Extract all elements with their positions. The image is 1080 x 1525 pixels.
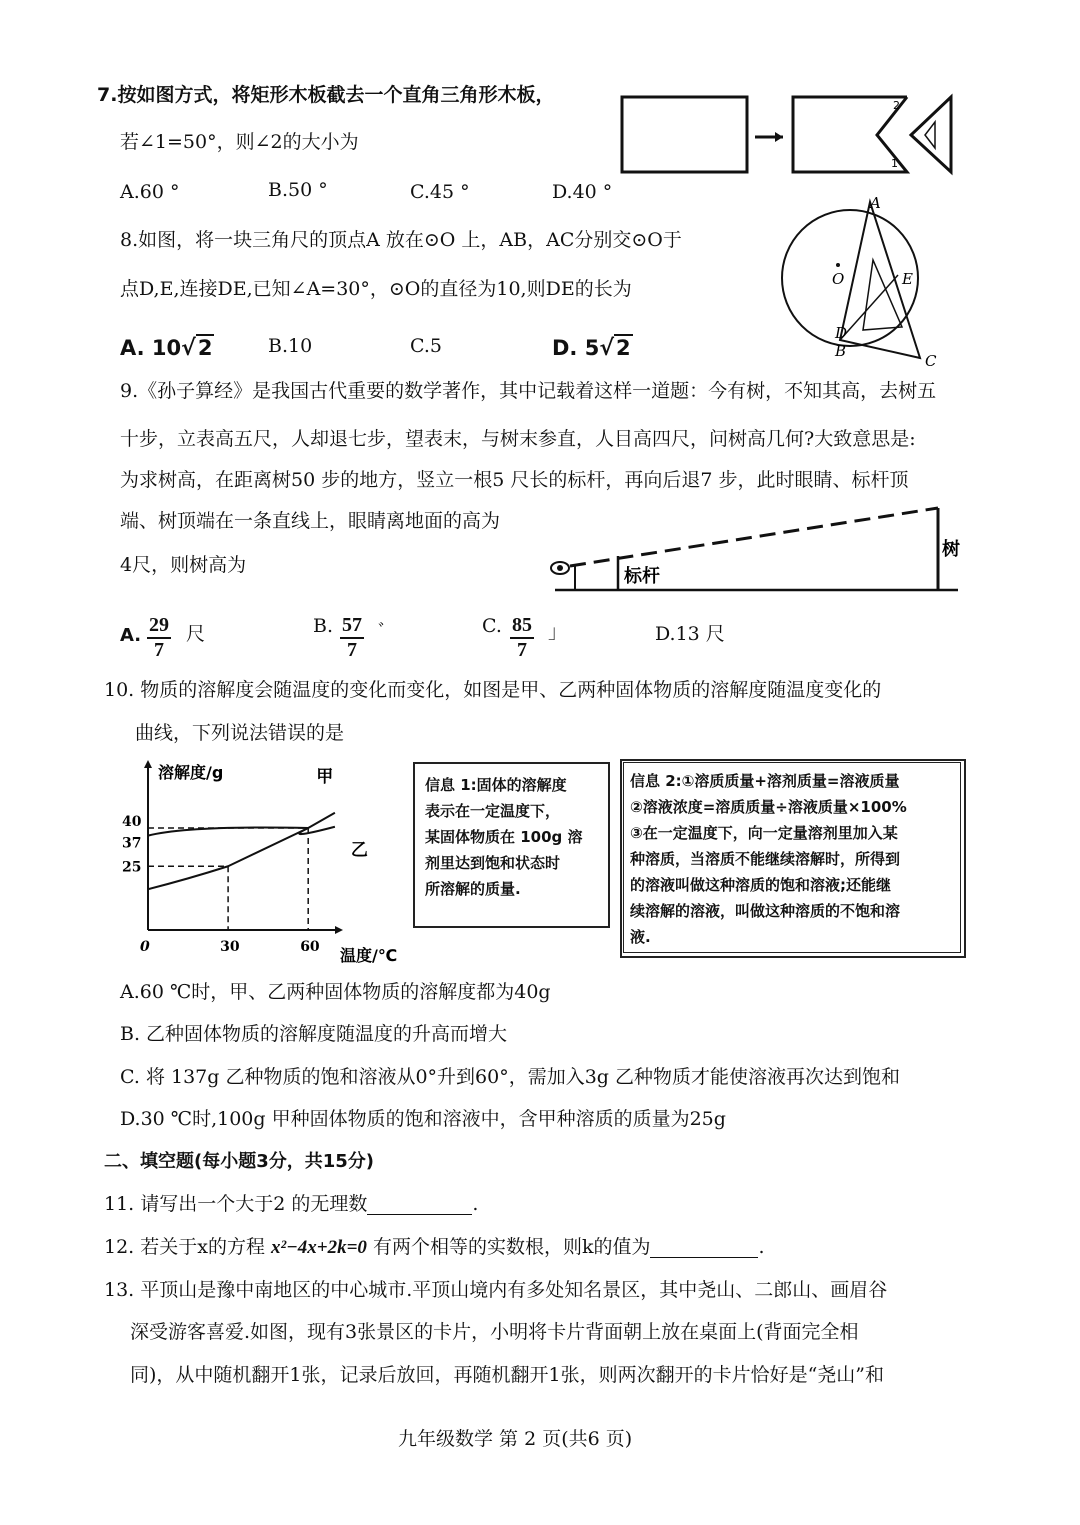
q8-option-d: D. 5√2 — [552, 336, 631, 361]
q9-option-b-prefix: B. — [313, 615, 334, 637]
q7-line1: 7.按如图方式，将矩形木板截去一个直角三角形木板， — [97, 84, 555, 106]
q13-line3: 同)，从中随机翻开1张，记录后放回，再随机翻开1张，则两次翻开的卡片恰好是“尧山”和 — [130, 1364, 885, 1386]
q7-option-c: C.45 ° — [410, 181, 470, 203]
q8-option-c: C.5 — [410, 335, 442, 357]
q8-line1: 8.如图，将一块三角尺的顶点A 放在⊙O 上，AB，AC分别交⊙O于 — [120, 229, 682, 251]
q9-option-d: D.13 尺 — [655, 623, 725, 645]
y-axis-label: 溶解度/g — [158, 763, 224, 782]
q10-option-d: D.30 ℃时,100g 甲种固体物质的饱和溶液中，含甲种溶质的质量为25g — [120, 1108, 726, 1130]
q8-label-c: C — [925, 352, 937, 370]
q9-tree-label: 树 — [942, 539, 960, 560]
q9-line1: 9.《孙子算经》是我国古代重要的数学著作，其中记载着这样一道题：今有树，不知其高，去树五 — [120, 380, 937, 402]
q8-label-d: D — [835, 324, 848, 342]
q7-figure — [615, 85, 965, 185]
q8-label-b: B — [835, 342, 847, 360]
q7-option-a: A.60 ° — [120, 181, 180, 203]
q12: 12. 若关于x的方程 x²−4x+2k=0 有两个相等的实数根，则k的值为 . — [104, 1236, 765, 1258]
q9-line5: 4尺，则树高为 — [120, 554, 247, 576]
q9-option-a-unit: 尺 — [186, 623, 206, 645]
q9-option-b-frac: $\frac{57}{7}$ — [342, 614, 362, 661]
series-label-jia: 甲 — [316, 767, 334, 787]
q13-line1: 13. 平顶山是豫中南地区的中心城市.平顶山境内有多处知名景区，其中尧山、二郎山、画眉谷 — [104, 1279, 888, 1301]
x-tick-label: 0 — [140, 939, 150, 955]
section2-title: 二、填空题(每小题3分，共15分) — [104, 1151, 375, 1172]
q8-option-b: B.10 — [268, 335, 313, 357]
q10-line2: 曲线，下列说法错误的是 — [135, 722, 345, 744]
q9-option-c-unit: 」 — [548, 621, 568, 643]
q7-line2: 若∠1=50°，则∠2的大小为 — [120, 131, 359, 153]
q9-line4: 端、树顶端在一条直线上，眼睛离地面的高为 — [120, 510, 501, 532]
q7-angle1-label: 1 — [891, 157, 898, 170]
y-tick-label: 37 — [122, 835, 142, 852]
q8-label-e: E — [902, 270, 913, 288]
info2-text: 信息 2:①溶质质量+溶剂质量=溶液质量 ②溶液浓度=溶质质量÷溶液质量×100% ③在一定温度下，向一定量溶剂里加入某 种溶质，当溶质不能继续溶解时，所得到 的溶液叫做这种溶质的饱和溶液;还能继 续溶解的溶液，叫做这种溶质的不饱和溶 液. — [630, 772, 907, 946]
q7-option-d: D.40 ° — [552, 181, 613, 203]
q10-line1: 10. 物质的溶解度会随温度的变化而变化，如图是甲、乙两种固体物质的溶解度随温度变化的 — [104, 679, 882, 701]
q8-label-o: O — [832, 270, 845, 288]
q10-option-b: B. 乙种固体物质的溶解度随温度的升高而增大 — [120, 1023, 508, 1045]
series-line-0 — [148, 813, 335, 890]
y-tick-label: 25 — [122, 859, 142, 876]
series-label-yi: 乙 — [350, 840, 368, 861]
q9-figure — [540, 500, 960, 595]
q8-line2: 点D,E,连接DE,已知∠A=30°，⊙O的直径为10,则DE的长为 — [120, 278, 632, 300]
q9-option-c-frac: $\frac{85}{7}$ — [512, 614, 532, 661]
q10-option-a: A.60 ℃时，甲、乙两种固体物质的溶解度都为40g — [120, 981, 551, 1003]
q8-figure — [780, 190, 960, 370]
q9-option-b-unit: ﾞ — [378, 621, 388, 643]
solubility-chart — [110, 758, 410, 968]
q8-label-a: A — [870, 194, 881, 212]
y-axis-arrow — [144, 760, 152, 768]
q9-line2: 十步，立表高五尺，人却退七步，望表末，与树末参直，人目高四尺，问树高几何?大致意思是: — [120, 428, 916, 450]
y-tick-label: 40 — [122, 814, 142, 830]
x-axis-label: 温度/℃ — [340, 946, 398, 965]
info1-text: 信息 1:固体的溶解度 表示在一定温度下， 某固体物质在 100g 溶 剂里达到饱和状态时 所溶解的质量. — [425, 776, 583, 898]
page-footer: 九年级数学 第 2 页(共6 页) — [398, 1428, 633, 1450]
q9-line3: 为求树高，在距离树50 步的地方，竖立一根5 尺长的标杆，再向后退7 步，此时眼睛、标杆顶 — [120, 469, 909, 491]
x-tick-label: 60 — [300, 939, 320, 955]
q9-option-a-prefix: A. — [120, 625, 142, 646]
q11: 11. 请写出一个大于2 的无理数 . — [104, 1193, 479, 1215]
q13-line2: 深受游客喜爱.如图，现有3张景区的卡片，小明将卡片背面朝上放在桌面上(背面完全相 — [130, 1321, 859, 1343]
x-axis-arrow — [335, 926, 343, 934]
x-tick-label: 30 — [220, 939, 240, 955]
q10-option-c: C. 将 137g 乙种物质的饱和溶液从0°升到60°，需加入3g 乙种物质才能使溶液再次达到饱和 — [120, 1066, 901, 1088]
q9-option-c-prefix: C. — [482, 615, 502, 637]
series-line-1 — [148, 827, 335, 836]
q7-angle2-label: 2 — [893, 99, 900, 112]
q8-option-a: A. 10√2 — [120, 336, 213, 361]
q7-option-b: B.50 ° — [268, 179, 328, 201]
q9-pole-label: 标杆 — [624, 566, 660, 587]
q9-option-a-frac: $\frac{29}{7}$ — [149, 614, 169, 661]
